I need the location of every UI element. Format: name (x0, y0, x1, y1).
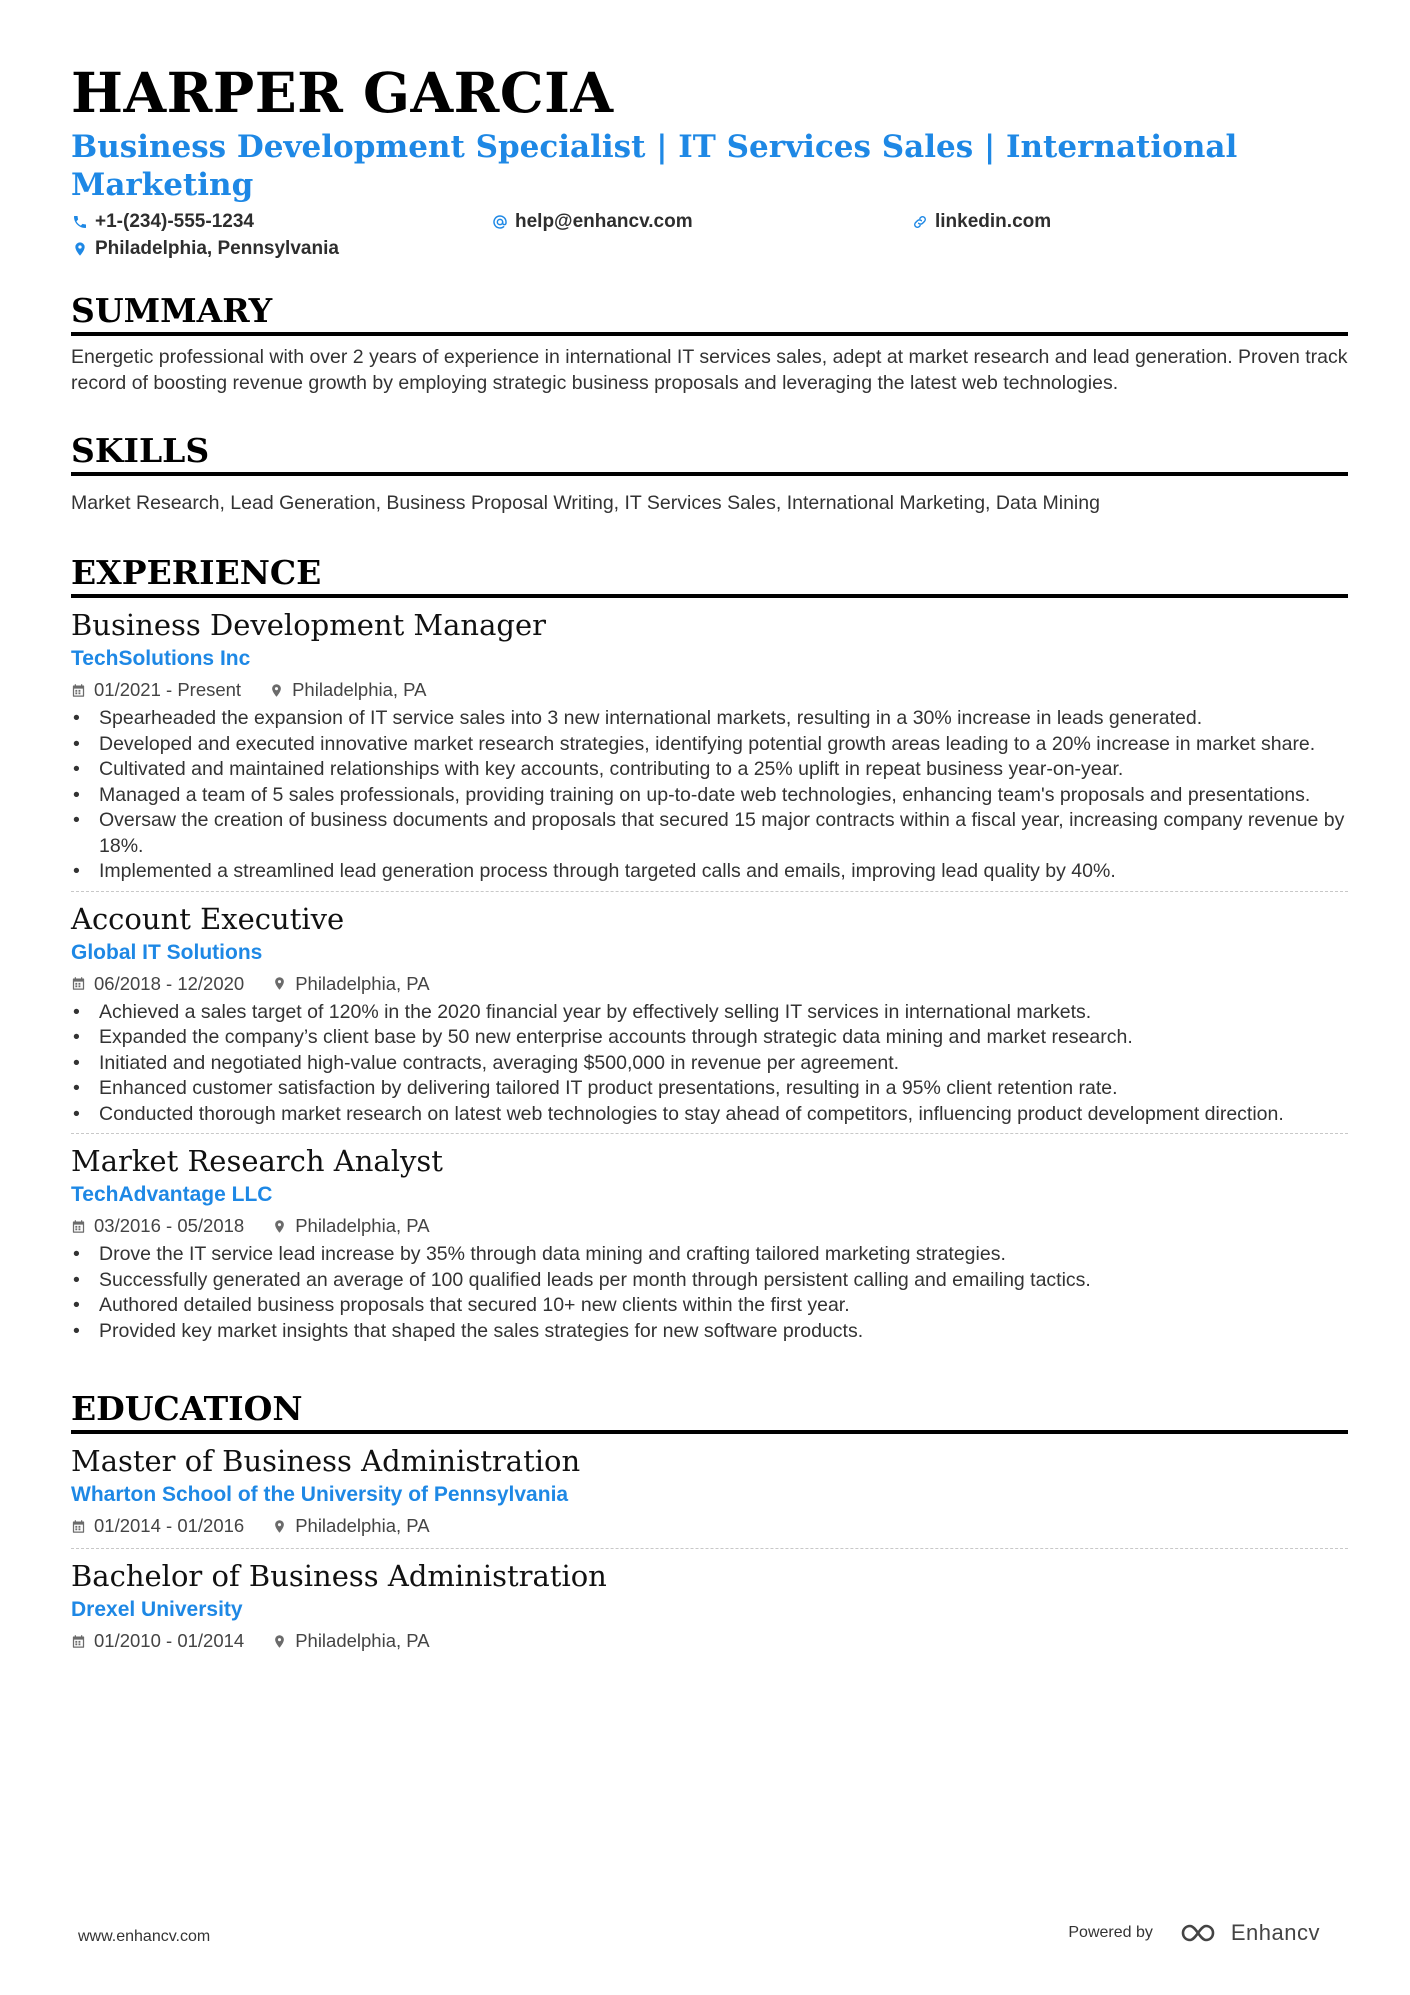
list-item: • Oversaw the creation of business documents and proposals that secured 15 major contracts within a fiscal year, increasing company revenue by 18%. (71, 808, 1348, 859)
job-location (272, 970, 429, 998)
job-bullets (71, 1242, 1348, 1344)
degree-title: Bachelor of Business Administration (71, 1559, 607, 1593)
enhancv-logo-icon (1179, 1921, 1223, 1945)
list-item: • Successfully generated an average of 100 qualified leads per month through persistent calling and emailing tactics. (71, 1268, 1348, 1294)
education-location (272, 1512, 429, 1540)
calendar-icon (71, 976, 86, 991)
education-meta (71, 1627, 1348, 1655)
job-dates (71, 970, 244, 998)
school-name: Drexel University (71, 1598, 243, 1621)
job-meta (71, 676, 1348, 704)
list-item: • Enhanced customer satisfaction by delivering tailored IT product presentations, resulting in a 95% client retention rate. (71, 1076, 1348, 1102)
education-entry (71, 1442, 1348, 1549)
company-name: TechSolutions Inc (71, 647, 251, 670)
list-item: • Implemented a streamlined lead generation process through targeted calls and emails, improving lead quality by 40%. (71, 859, 1348, 885)
list-item: • Spearheaded the expansion of IT service sales into 3 new international markets, resulting in a 30% increase in leads generated. (71, 706, 1348, 732)
education-meta (71, 1512, 1348, 1540)
dates-text: 01/2010 - 01/2014 (94, 1630, 245, 1651)
list-item: • Managed a team of 5 sales professionals, providing training on up-to-date web technologies, enhancing team's proposals and presentations. (71, 783, 1348, 809)
brand-name: Enhancv (1230, 1920, 1320, 1945)
job-location (269, 676, 426, 704)
list-item: • Conducted thorough market research on latest web technologies to stay ahead of competitors, influencing product development direction. (71, 1102, 1348, 1128)
experience-title: EXPERIENCE (71, 552, 1348, 598)
dates-text: 01/2014 - 01/2016 (94, 1515, 245, 1536)
job-dates (71, 676, 241, 704)
job-title: Market Research Analyst (71, 1144, 443, 1178)
education-location (272, 1627, 429, 1655)
calendar-icon (71, 1519, 86, 1534)
calendar-icon (71, 1219, 86, 1234)
location-text: Philadelphia, PA (295, 1215, 430, 1236)
job-bullets (71, 706, 1348, 885)
calendar-icon (71, 683, 86, 698)
contact-info (71, 208, 1348, 262)
dates-text: 03/2016 - 05/2018 (94, 1215, 245, 1236)
location-text: Philadelphia, PA (295, 1630, 430, 1651)
link-text: linkedin.com (935, 210, 1052, 232)
degree-title: Master of Business Administration (71, 1444, 581, 1478)
map-pin-icon (272, 1219, 287, 1234)
company-name: Global IT Solutions (71, 940, 263, 964)
calendar-icon (71, 1634, 86, 1649)
list-item: • Achieved a sales target of 120% in the 2020 financial year by effectively selling IT services in international markets. (71, 1000, 1348, 1026)
job-title: Business Development Manager (71, 608, 546, 642)
location-text: Philadelphia, PA (295, 972, 430, 994)
phone-icon (71, 213, 89, 231)
summary-text: Energetic professional with over 2 years of experience in international IT services sales, adept at market research and lead generation. Proven track record of boosting revenue growth by employing strategic business proposals and leveraging the latest web technologies. (71, 346, 1348, 394)
candidate-name: HARPER GARCIA (71, 60, 614, 125)
experience-section (71, 552, 1348, 1350)
summary-title: SUMMARY (71, 290, 1348, 336)
footer-powered-by (1068, 1920, 1320, 1946)
list-item: • Drove the IT service lead increase by 35% through data mining and crafting tailored marketing strategies. (71, 1242, 1348, 1268)
skills-section (71, 430, 1348, 516)
map-pin-icon (272, 976, 287, 991)
contact-phone[interactable] (71, 208, 491, 235)
dates-text: 01/2021 - Present (94, 679, 242, 700)
education-section (71, 1388, 1348, 1661)
email-text: help@enhancv.com (515, 210, 693, 232)
job-meta (71, 970, 1348, 998)
resume-page (71, 58, 1348, 1661)
experience-entry (71, 1142, 1348, 1350)
education-entry (71, 1557, 1348, 1661)
at-icon (491, 213, 509, 231)
location-text: Philadelphia, PA (295, 1515, 430, 1536)
dates-text: 06/2018 - 12/2020 (94, 972, 245, 994)
experience-entry (71, 606, 1348, 892)
job-bullets (71, 1000, 1348, 1128)
company-name: TechAdvantage LLC (71, 1183, 273, 1206)
contact-location (71, 235, 491, 262)
job-meta (71, 1212, 1348, 1240)
job-dates (71, 1212, 244, 1240)
brand-logo[interactable] (1179, 1920, 1320, 1946)
job-location (272, 1212, 429, 1240)
education-title: EDUCATION (71, 1388, 1348, 1434)
location-text: Philadelphia, PA (292, 679, 427, 700)
contact-email[interactable] (491, 208, 911, 235)
education-dates (71, 1627, 244, 1655)
skills-text: Market Research, Lead Generation, Business Proposal Writing, IT Services Sales, International Marketing, Data Mining (71, 492, 1100, 514)
map-pin-icon (272, 1634, 287, 1649)
skills-title: SKILLS (71, 430, 1348, 476)
location-text: Philadelphia, Pennsylvania (95, 237, 339, 259)
list-item: • Initiated and negotiated high-value contracts, averaging $500,000 in revenue per agreement. (71, 1051, 1348, 1077)
map-pin-icon (269, 683, 284, 698)
list-item: • Cultivated and maintained relationships with key accounts, contributing to a 25% uplift in repeat business year-on-year. (71, 757, 1348, 783)
contact-link[interactable] (911, 208, 1331, 235)
education-dates (71, 1512, 244, 1540)
list-item: • Authored detailed business proposals that secured 10+ new clients within the first year. (71, 1293, 1348, 1319)
summary-section (71, 290, 1348, 396)
powered-by-text: Powered by (1068, 1924, 1153, 1941)
map-pin-icon (71, 240, 89, 258)
school-name: Wharton School of the University of Pennsylvania (71, 1483, 569, 1506)
list-item: • Developed and executed innovative market research strategies, identifying potential growth areas leading to a 20% increase in market share. (71, 732, 1348, 758)
phone-text: +1-(234)-555-1234 (95, 210, 254, 232)
map-pin-icon (272, 1519, 287, 1534)
list-item: • Expanded the company’s client base by 50 new enterprise accounts through strategic data mining and market research. (71, 1025, 1348, 1051)
list-item: • Provided key market insights that shaped the sales strategies for new software products. (71, 1319, 1348, 1345)
footer-website[interactable]: www.enhancv.com (78, 1928, 211, 1945)
job-title: Account Executive (71, 901, 345, 936)
candidate-headline: Business Development Specialist | IT Services Sales | International Marketing (71, 129, 1238, 203)
link-icon (911, 213, 929, 231)
experience-entry (71, 900, 1348, 1135)
